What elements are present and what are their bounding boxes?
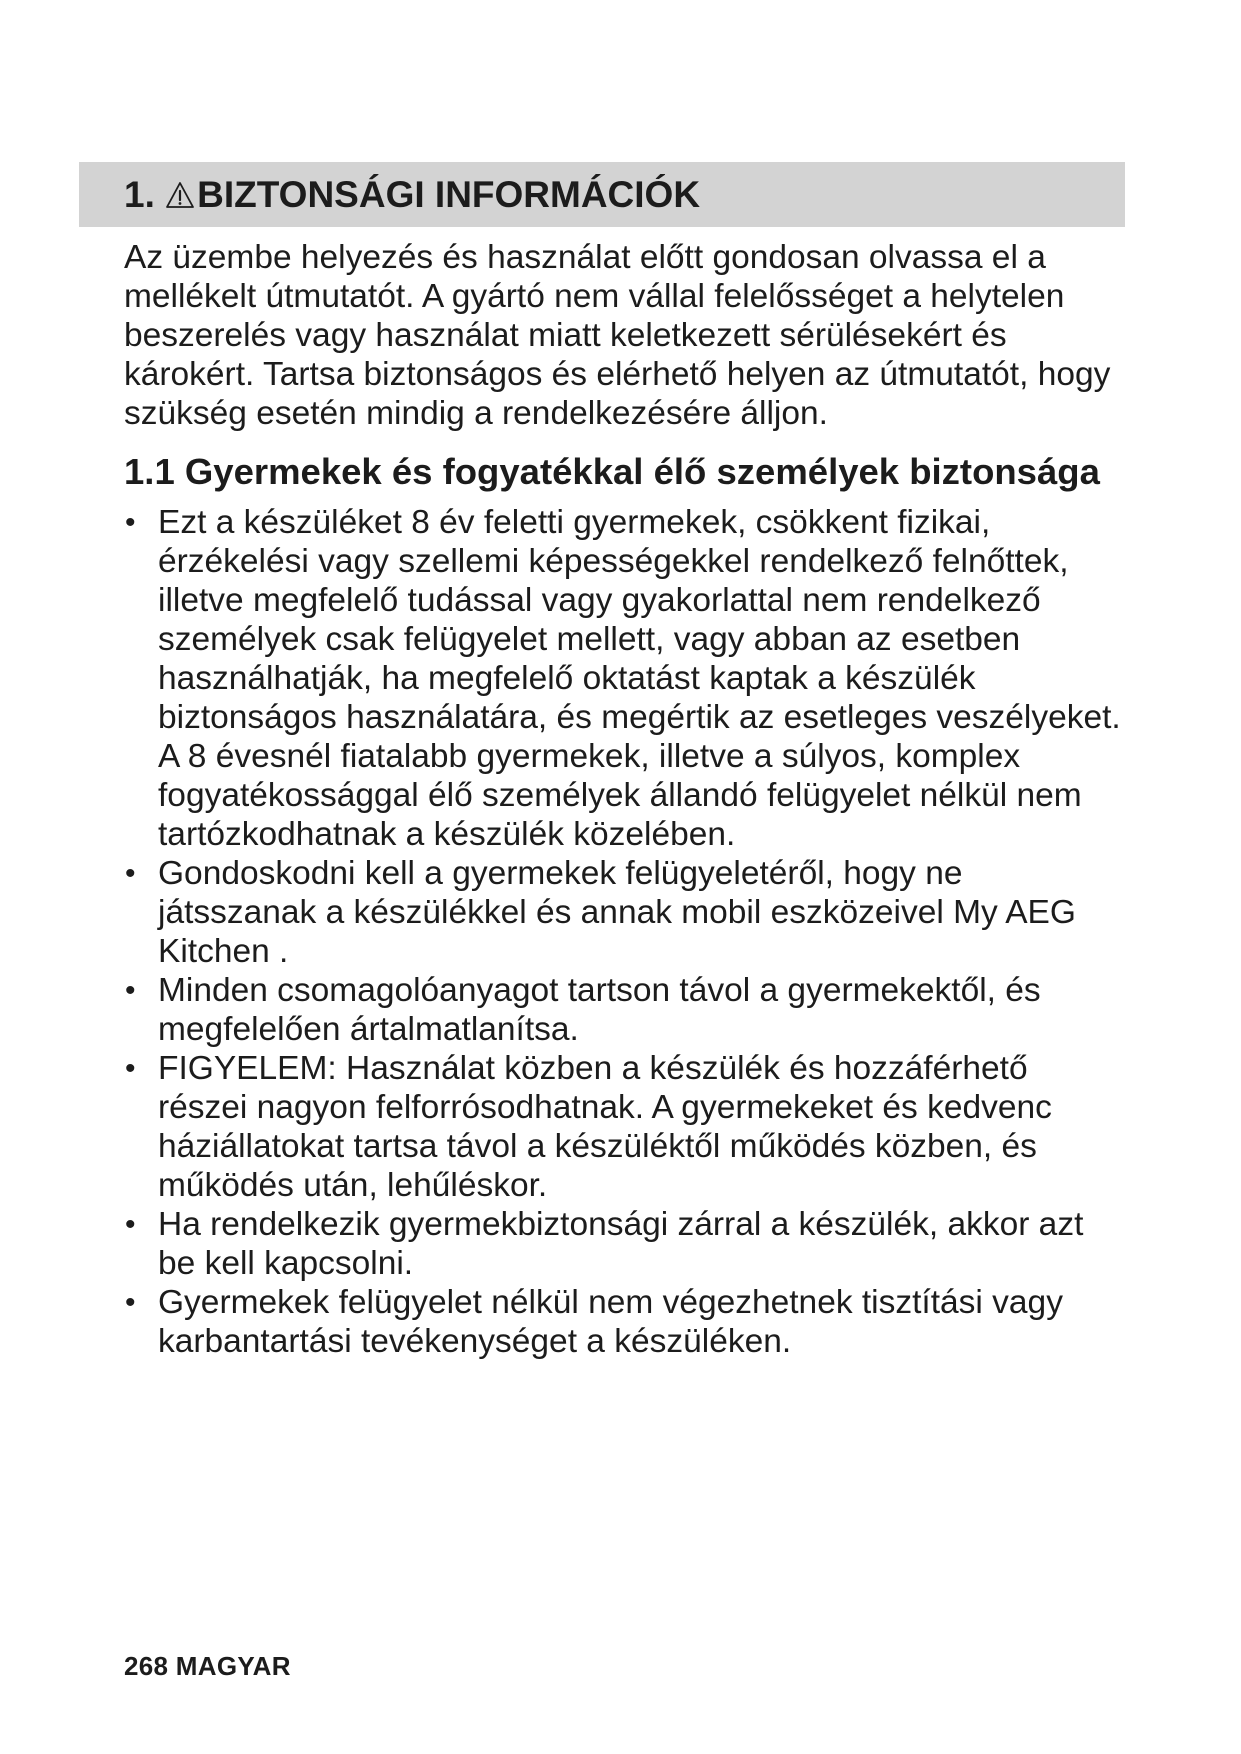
section-number: 1.: [124, 174, 155, 215]
intro-paragraph: Az üzembe helyezés és használat előtt gondosan olvassa el a mellékelt útmutatót. A gyártó nem vállal felelősséget a helytelen beszerelés vagy használat miatt keletkezett sérülésekért és károkért. Tartsa biztonságos és elérhető helyen az útmutatót, hogy szükség esetén mindig a rendelkezésére álljon.: [124, 239, 1111, 432]
list-item-text: Gyermekek felügyelet nélkül nem végezhetnek tisztítási vagy karbantartási tevékenységet a készüléken.: [158, 1284, 1063, 1360]
list-item: [124, 854, 1124, 971]
list-item-text: Ezt a készüléket 8 év feletti gyermekek, csökkent fizikai, érzékelési vagy szellemi képességekkel rendelkező felnőttek, illetve megfelelő tudással vagy gyakorlattal nem rendelkező személyek csak felügyelet mellett, vagy abban az esetben használhatják, ha megfelelő oktatást kaptak a készülék biztonságos használatára, és megértik az esetleges veszélyeket. A 8 évesnél fiatalabb gyermekek, illetve a súlyos, komplex fogyatékossággal élő személyek állandó felügyelet nélkül nem tartózkodhatnak a készülék közelében.: [158, 504, 1121, 853]
warning-triangle-icon: [165, 181, 195, 209]
list-item: [124, 1205, 1124, 1283]
bullet-icon: •: [125, 974, 136, 1007]
list-item: [124, 503, 1124, 854]
list-item-text: FIGYELEM: Használat közben a készülék és hozzáférhető részei nagyon felforrósodhatnak. A gyermekeket és kedvenc háziállatokat tartsa távol a készüléktől működés közben, és működés után, lehűléskor.: [158, 1050, 1052, 1204]
section-title-text: BIZTONSÁGI INFORMÁCIÓK: [197, 174, 701, 215]
list-item: [124, 1283, 1124, 1361]
safety-bullet-list: [124, 503, 1124, 1361]
section-header-bar: [79, 162, 1125, 227]
bullet-icon: •: [125, 1286, 136, 1319]
bullet-icon: •: [125, 506, 136, 539]
list-item: [124, 1049, 1124, 1205]
list-item-text: Gondoskodni kell a gyermekek felügyeletéről, hogy ne játsszanak a készülékkel és annak mobil eszközeivel My AEG Kitchen .: [158, 855, 1076, 970]
page-footer: 268 MAGYAR: [124, 1651, 291, 1681]
bullet-icon: •: [125, 857, 136, 890]
bullet-icon: •: [125, 1208, 136, 1241]
content-area: [124, 238, 1124, 1361]
section-title: [124, 174, 700, 217]
list-item: [124, 971, 1124, 1049]
bullet-icon: •: [125, 1052, 136, 1085]
subsection-title: 1.1 Gyermekek és fogyatékkal élő személyek biztonsága: [124, 451, 1100, 492]
list-item-text: Minden csomagolóanyagot tartson távol a gyermekektől, és megfelelően ártalmatlanítsa.: [158, 972, 1041, 1048]
list-item-text: Ha rendelkezik gyermekbiztonsági zárral a készülék, akkor azt be kell kapcsolni.: [158, 1206, 1084, 1282]
